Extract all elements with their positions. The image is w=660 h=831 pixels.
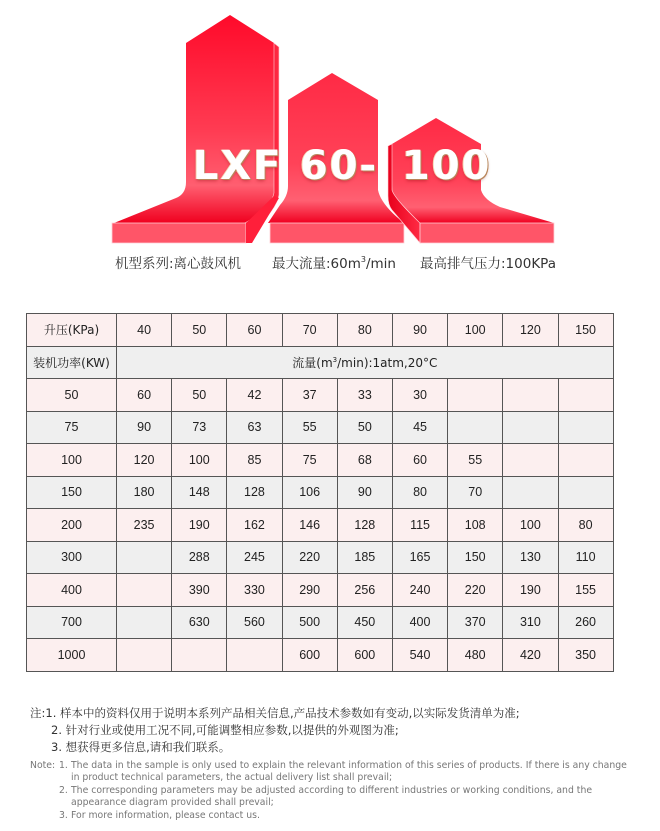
flow-cell: 60	[392, 444, 447, 477]
flow-cell: 400	[392, 606, 447, 639]
flow-caption	[117, 346, 614, 379]
flow-cell: 350	[558, 639, 613, 672]
power-cell: 700	[27, 606, 117, 639]
flow-cell: 245	[227, 541, 282, 574]
flow-cell: 220	[282, 541, 337, 574]
table-row	[27, 444, 614, 477]
pressure-cell: 150	[558, 314, 613, 347]
note-en-text: For more information, please contact us.	[71, 809, 260, 821]
flow-cell	[117, 606, 172, 639]
flow-cell: 600	[337, 639, 392, 672]
power-cell: 300	[27, 541, 117, 574]
note-en-indent	[30, 785, 59, 810]
flow-cell	[558, 379, 613, 412]
spec-summary	[115, 252, 575, 272]
notes-english	[30, 760, 630, 822]
flow-cell: 68	[337, 444, 392, 477]
flow-cell: 130	[503, 541, 558, 574]
flow-cell: 42	[227, 379, 282, 412]
flow-caption-suffix: /min):1atm,20°C	[337, 355, 438, 370]
spec-max-flow-sup: 3	[360, 255, 366, 264]
flow-cell: 90	[337, 476, 392, 509]
table-row	[27, 639, 614, 672]
power-header-row	[27, 346, 614, 379]
flow-cell	[227, 639, 282, 672]
power-cell: 200	[27, 509, 117, 542]
table-row	[27, 509, 614, 542]
flow-cell: 390	[172, 574, 227, 607]
flow-cell: 180	[117, 476, 172, 509]
flow-cell: 450	[337, 606, 392, 639]
flow-cell: 240	[392, 574, 447, 607]
spec-max-flow-prefix: 最大流量:60m	[272, 256, 361, 272]
flow-cell: 106	[282, 476, 337, 509]
flow-cell: 37	[282, 379, 337, 412]
note-en-indent	[30, 810, 59, 822]
flow-caption-sup: 3	[332, 355, 338, 364]
flow-cell: 73	[172, 411, 227, 444]
flow-cell: 220	[448, 574, 503, 607]
note-en-item-3	[30, 810, 630, 822]
note-en-item-1	[30, 760, 630, 785]
flow-cell: 420	[503, 639, 558, 672]
note-cn-lead: 注:	[30, 706, 46, 720]
flow-cell: 290	[282, 574, 337, 607]
title-banner	[0, 0, 660, 250]
flow-cell	[503, 444, 558, 477]
arrow-bars-graphic	[0, 0, 660, 250]
note-en-text: The corresponding parameters may be adjusted according to different industries or working conditions, and the appearance diagram provided shall prevail;	[71, 784, 593, 809]
pressure-cell: 40	[117, 314, 172, 347]
flow-cell: 108	[448, 509, 503, 542]
flow-cell: 480	[448, 639, 503, 672]
flow-cell: 90	[117, 411, 172, 444]
flow-cell: 630	[172, 606, 227, 639]
flow-cell: 600	[282, 639, 337, 672]
flow-cell: 330	[227, 574, 282, 607]
table-row	[27, 541, 614, 574]
pressure-cell: 120	[503, 314, 558, 347]
flow-cell: 70	[448, 476, 503, 509]
note-en-lead: Note:	[30, 760, 56, 771]
flow-cell	[117, 541, 172, 574]
flow-cell	[448, 411, 503, 444]
flow-cell	[558, 411, 613, 444]
flow-cell: 80	[392, 476, 447, 509]
pressure-cell: 90	[392, 314, 447, 347]
flow-cell	[172, 639, 227, 672]
flow-cell: 190	[172, 509, 227, 542]
banner-title-100: 100	[402, 143, 492, 189]
flow-cell: 150	[448, 541, 503, 574]
power-cell: 100	[27, 444, 117, 477]
pressure-cell: 60	[227, 314, 282, 347]
flow-cell: 190	[503, 574, 558, 607]
flow-cell: 50	[172, 379, 227, 412]
note-en-num: 2.	[59, 784, 68, 796]
flow-cell: 120	[117, 444, 172, 477]
power-cell: 75	[27, 411, 117, 444]
pressure-header-label: 升压(KPa)	[27, 314, 117, 347]
flow-cell	[503, 411, 558, 444]
pressure-cell: 80	[337, 314, 392, 347]
flow-cell: 256	[337, 574, 392, 607]
flow-cell: 63	[227, 411, 282, 444]
pressure-header-row	[27, 314, 614, 347]
flow-cell: 80	[558, 509, 613, 542]
flow-cell: 128	[227, 476, 282, 509]
power-cell: 1000	[27, 639, 117, 672]
flow-caption-prefix: 流量(m	[292, 355, 333, 370]
flow-cell: 33	[337, 379, 392, 412]
flow-cell: 540	[392, 639, 447, 672]
flow-cell	[117, 639, 172, 672]
pressure-cell: 100	[448, 314, 503, 347]
spec-max-pressure: 最高排气压力:100KPa	[420, 256, 556, 272]
flow-cell: 185	[337, 541, 392, 574]
flow-cell	[558, 476, 613, 509]
note-en-num: 1.	[59, 760, 68, 771]
pressure-cell: 50	[172, 314, 227, 347]
flow-cell: 370	[448, 606, 503, 639]
flow-cell: 110	[558, 541, 613, 574]
notes-chinese	[30, 705, 520, 756]
banner-title-lxf: LXF	[193, 143, 283, 189]
table-row	[27, 476, 614, 509]
flow-cell: 128	[337, 509, 392, 542]
flow-cell	[448, 379, 503, 412]
note-en-item-2	[30, 785, 630, 810]
power-cell: 150	[27, 476, 117, 509]
flow-cell	[558, 444, 613, 477]
flow-cell: 165	[392, 541, 447, 574]
power-cell: 400	[27, 574, 117, 607]
arrow-bar-1	[112, 15, 279, 243]
note-en-text: The data in the sample is only used to explain the relevant information of this series of products. If there is any change in product technical parameters, the actual delivery list shall prevail;	[71, 760, 627, 784]
spec-series: 机型系列:离心鼓风机	[115, 256, 242, 272]
banner-title-60: 60-	[300, 143, 379, 189]
flow-cell	[503, 379, 558, 412]
note-cn-item-2: 2. 针对行业或使用工况不同,可能调整相应参数,以提供的外观图为准;	[51, 723, 399, 737]
flow-cell	[117, 574, 172, 607]
flow-cell: 55	[282, 411, 337, 444]
flow-cell: 30	[392, 379, 447, 412]
flow-cell: 310	[503, 606, 558, 639]
flow-cell: 288	[172, 541, 227, 574]
note-en-num: 3.	[59, 809, 68, 821]
flow-cell: 148	[172, 476, 227, 509]
table-row	[27, 411, 614, 444]
flow-cell	[503, 476, 558, 509]
flow-cell: 85	[227, 444, 282, 477]
flow-cell: 146	[282, 509, 337, 542]
note-cn-item-1	[30, 705, 520, 722]
flow-cell: 260	[558, 606, 613, 639]
flow-cell: 115	[392, 509, 447, 542]
flow-cell: 235	[117, 509, 172, 542]
pressure-cell: 70	[282, 314, 337, 347]
table-row	[27, 606, 614, 639]
flow-cell: 75	[282, 444, 337, 477]
flow-cell: 500	[282, 606, 337, 639]
table-row	[27, 379, 614, 412]
flow-cell: 45	[392, 411, 447, 444]
note-cn-item-3: 3. 想获得更多信息,请和我们联系。	[51, 740, 231, 754]
flow-cell: 560	[227, 606, 282, 639]
spec-max-flow-suffix: /min	[365, 256, 396, 272]
power-header-label: 装机功率(KW)	[27, 346, 117, 379]
flow-cell: 155	[558, 574, 613, 607]
spec-max-flow	[272, 252, 396, 272]
power-cell: 50	[27, 379, 117, 412]
note-cn-text: 1. 样本中的资料仅用于说明本系列产品相关信息,产品技术参数如有变动,以实际发货清单为准;	[45, 706, 520, 720]
flow-cell: 50	[337, 411, 392, 444]
flow-cell: 100	[503, 509, 558, 542]
flow-cell: 100	[172, 444, 227, 477]
flow-cell: 60	[117, 379, 172, 412]
performance-table	[26, 313, 614, 672]
flow-cell: 162	[227, 509, 282, 542]
table-row	[27, 574, 614, 607]
flow-cell: 55	[448, 444, 503, 477]
